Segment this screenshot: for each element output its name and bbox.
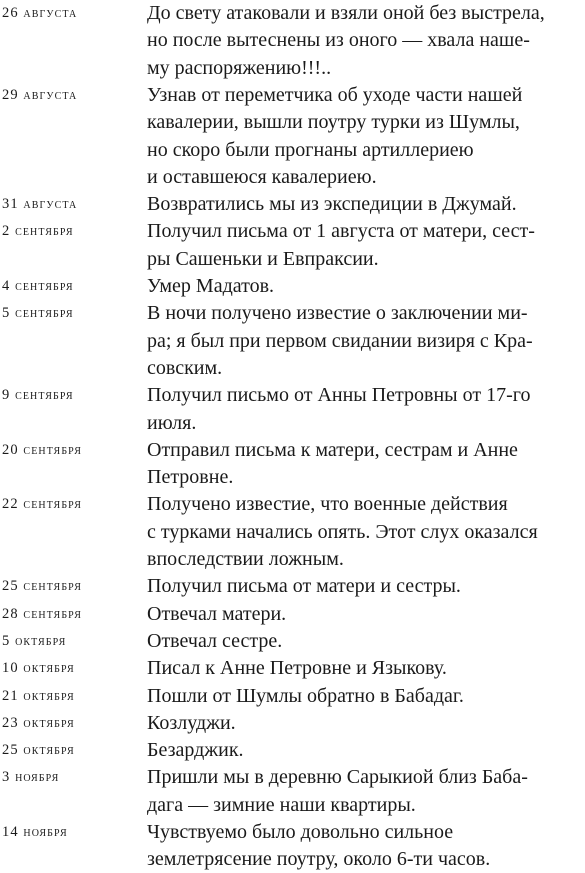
entry-text-line: Узнав от переметчика об уходе части нашей [147, 83, 523, 106]
entry-date: 20 сентября [2, 441, 82, 458]
entry-date: 14 ноября [2, 824, 68, 840]
entry-date: 29 августа [2, 86, 78, 103]
entry-date: 9 сентября [2, 387, 74, 404]
entry-text-line: совским. [147, 356, 223, 379]
entry-text-line: му распоряжению!!!.. [147, 56, 332, 79]
entry-date: 23 октября [2, 714, 75, 731]
entry-text-line: Пришли мы в деревню Сарыкиой близ Баба- [147, 766, 528, 789]
entry-text-line: Получено известие, что военные действия [147, 493, 508, 516]
entry-date: 25 октября [2, 742, 75, 759]
entry-text-line: Получил письмо от Анны Петровны от 17-го [147, 384, 531, 407]
entry-text-line: июля. [147, 411, 197, 434]
entry-text-line: Пошли от Шумлы обратно в Бабадаг. [147, 684, 464, 707]
entry-text-line: Петровне. [147, 466, 234, 489]
entry-date: 10 октября [2, 660, 75, 677]
entry-text-line: Отвечал сестре. [147, 629, 283, 652]
entry-text-line: Козлуджи. [147, 711, 236, 734]
entry-date: 26 августа [2, 5, 78, 21]
entry-date: 4 сентября [2, 278, 74, 294]
entry-date: 25 сентября [2, 578, 82, 595]
entry-text-line: До свету атаковали и взяли оной без выстрела, [147, 2, 545, 24]
entry-text-line: В ночи получено известие о заключении ми- [147, 302, 528, 325]
entry-date: 31 августа [2, 196, 78, 213]
entry-text-line: кавалерии, вышли поутру турки из Шумлы, [147, 111, 520, 134]
entry-date: 5 октября [2, 632, 67, 649]
entry-text-line: ры Сашеньки и Евпраксии. [147, 247, 379, 270]
entry-text-line: дага — зимние наши квартиры. [147, 793, 416, 816]
entry-text-line: землетрясение поутру, около 6-ти часов. [147, 848, 491, 871]
entry-text-line: Писал к Анне Петровне и Языкову. [147, 657, 447, 680]
entry-text-line: Чувствуемо было довольно сильное [147, 821, 454, 843]
entry-date: 3 ноября [2, 769, 60, 786]
entry-date: 5 сентября [2, 305, 74, 322]
entry-date: 22 сентября [2, 496, 82, 513]
entry-text-line: и оставшеюся кавалериею. [147, 165, 377, 188]
entry-date: 21 октября [2, 687, 75, 704]
entry-text-line: Умер Мадатов. [147, 275, 275, 297]
entry-date: 2 сентября [2, 223, 74, 240]
entry-text-line: ра; я был при первом свидании визиря с Кра- [147, 329, 533, 352]
entry-text-line: впоследствии ложным. [147, 548, 344, 570]
entry-text-line: но после вытеснены из оного — хвала наше- [147, 29, 530, 52]
entry-text-line: Возвратились мы из экспедиции в Джумай. [147, 193, 517, 216]
entry-text-line: Отправил письма к матери, сестрам и Анне [147, 438, 518, 461]
entry-text-line: Получил письма от матери и сестры. [147, 575, 461, 598]
entry-text-line: Отвечал матери. [147, 602, 287, 625]
entry-text-line: с турками начались опять. Этот слух оказался [147, 520, 538, 543]
entry-text-line: но скоро были прогнаны артиллериею [147, 138, 474, 161]
entry-text-line: Безарджик. [147, 739, 244, 762]
entry-text-line: Получил письма от 1 августа от матери, сест- [147, 220, 535, 243]
entry-date: 28 сентября [2, 605, 82, 622]
